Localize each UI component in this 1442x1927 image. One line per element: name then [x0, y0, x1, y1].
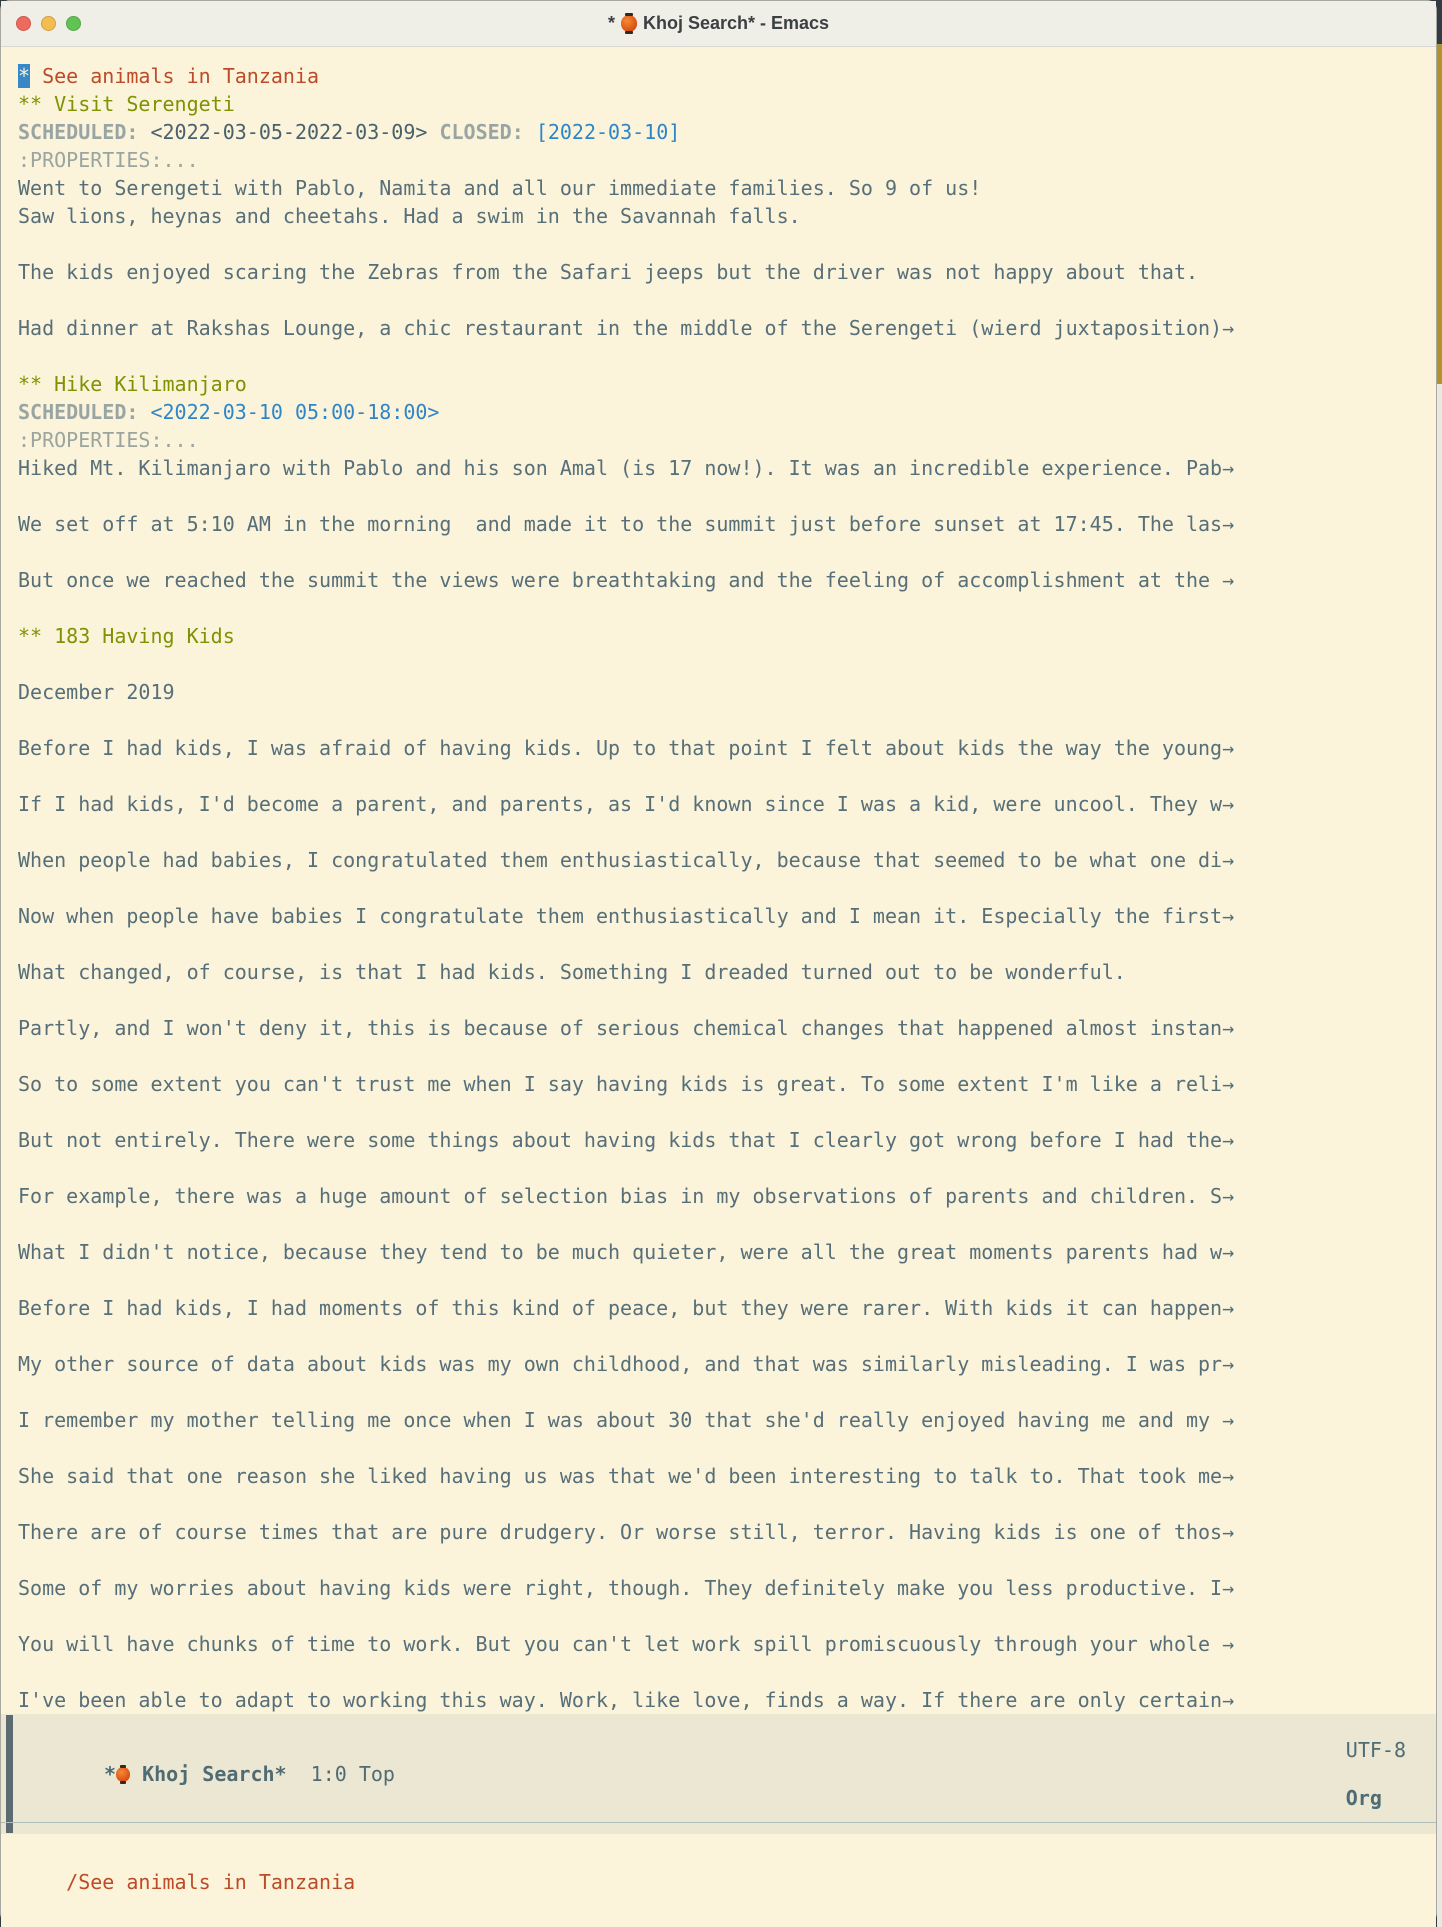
buffer-line[interactable] [18, 1210, 1436, 1238]
text-segment: I remember my mother telling me once when I was about 30 that she'd really enjoyed having me and my [18, 1408, 1223, 1432]
text-cursor: * [18, 64, 31, 88]
lantern-icon [116, 1765, 130, 1784]
buffer-line[interactable] [18, 1686, 1436, 1714]
text-segment [138, 120, 150, 144]
background-window-pale-region [1437, 384, 1442, 1927]
minimize-button[interactable] [41, 16, 56, 31]
buffer-line[interactable] [18, 678, 1436, 706]
buffer-line[interactable] [18, 1098, 1436, 1126]
background-window-sliver [1437, 44, 1442, 1927]
buffer-line[interactable] [18, 258, 1436, 286]
text-segment: See animals in Tanzania [30, 64, 320, 88]
buffer-line[interactable] [18, 1126, 1436, 1154]
buffer-line[interactable] [18, 1070, 1436, 1098]
line-truncation-arrow-icon: → [1222, 1184, 1235, 1208]
text-segment: Saw lions, heynas and cheetahs. Had a swim in the Savannah falls. [18, 204, 801, 228]
line-truncation-arrow-icon: → [1222, 1408, 1235, 1432]
modeline-major-mode[interactable]: Org [1345, 1786, 1382, 1810]
buffer-line[interactable] [18, 790, 1436, 818]
buffer-line[interactable] [18, 286, 1436, 314]
line-truncation-arrow-icon: → [1222, 1520, 1235, 1544]
minibuffer-search-text: /See animals in Tanzania [66, 1870, 356, 1894]
buffer-line[interactable] [18, 118, 1436, 146]
buffer-line[interactable] [18, 314, 1436, 342]
window-title [1, 13, 1436, 34]
text-segment [427, 120, 439, 144]
buffer-line[interactable] [18, 986, 1436, 1014]
text-segment: Now when people have babies I congratulate them enthusiastically and I mean it. Especially the first [18, 904, 1223, 928]
close-button[interactable] [16, 16, 31, 31]
buffer-line[interactable] [18, 1014, 1436, 1042]
text-segment: We set off at 5:10 AM in the morning and made it to the summit just before sunset at 17:45. The las [18, 512, 1223, 536]
buffer-line[interactable] [18, 1042, 1436, 1070]
buffer-line[interactable] [18, 566, 1436, 594]
line-truncation-arrow-icon: → [1222, 1240, 1235, 1264]
modeline-spacer [1346, 1762, 1370, 1786]
text-segment: What changed, of course, is that I had kids. Something I dreaded turned out to be wonderful. [18, 960, 1126, 984]
text-segment: What I didn't notice, because they tend to be much quieter, were all the great moments parents had w [18, 1240, 1223, 1264]
text-segment: December 2019 [18, 680, 175, 704]
org-headline-2[interactable] [18, 370, 1436, 398]
buffer-line[interactable] [18, 1266, 1436, 1294]
buffer-line[interactable] [18, 1350, 1436, 1378]
text-segment: ** 183 Having Kids [18, 624, 235, 648]
buffer-line[interactable] [18, 454, 1436, 482]
buffer-line[interactable] [18, 1406, 1436, 1434]
buffer-line[interactable] [18, 650, 1436, 678]
buffer-line[interactable] [18, 1154, 1436, 1182]
line-truncation-arrow-icon: → [1222, 1632, 1235, 1656]
text-segment: Some of my worries about having kids were right, though. They definitely make you less productive. I [18, 1576, 1223, 1600]
modeline-buffer-name: Khoj Search* [130, 1762, 287, 1786]
text-segment: Hiked Mt. Kilimanjaro with Pablo and his son Amal (is 17 now!). It was an incredible experience. Pab [18, 456, 1223, 480]
buffer-line[interactable] [18, 1602, 1436, 1630]
buffer-line[interactable] [18, 1490, 1436, 1518]
buffer-line[interactable] [18, 1434, 1436, 1462]
buffer-line[interactable] [18, 818, 1436, 846]
buffer-line[interactable] [18, 874, 1436, 902]
text-segment: <2022-03-10 05:00-18:00> [150, 400, 440, 424]
buffer-line[interactable] [18, 202, 1436, 230]
buffer-line[interactable] [18, 398, 1436, 426]
line-truncation-arrow-icon: → [1222, 848, 1235, 872]
traffic-lights [16, 1, 81, 46]
buffer-line[interactable] [18, 1630, 1436, 1658]
buffer-line[interactable] [18, 146, 1436, 174]
text-segment: For example, there was a huge amount of selection bias in my observations of parents and children. S [18, 1184, 1223, 1208]
text-segment: The kids enjoyed scaring the Zebras from the Safari jeeps but the driver was not happy about that. [18, 260, 1199, 284]
org-buffer-text-area[interactable] [1, 47, 1436, 1714]
text-segment: Had dinner at Rakshas Lounge, a chic restaurant in the middle of the Serengeti (wierd juxtaposition) [18, 316, 1223, 340]
lantern-icon [621, 13, 637, 34]
text-segment: SCHEDULED: [18, 400, 139, 424]
buffer-line[interactable] [18, 902, 1436, 930]
buffer-line[interactable] [18, 230, 1436, 258]
buffer-line[interactable] [18, 1378, 1436, 1406]
text-segment: So to some extent you can't trust me when I say having kids is great. To some extent I'm like a reli [18, 1072, 1223, 1096]
background-window-gold-region [1437, 44, 1442, 384]
buffer-line[interactable] [18, 1182, 1436, 1210]
text-segment: SCHEDULED: [18, 120, 139, 144]
text-segment: When people had babies, I congratulated them enthusiastically, because that seemed to be what one di [18, 848, 1223, 872]
text-segment: I've been able to adapt to working this way. Work, like love, finds a way. If there are only certain [18, 1688, 1223, 1712]
title-bar[interactable] [1, 1, 1436, 47]
modeline-buffer-info [1, 1762, 395, 1786]
buffer-line[interactable] [18, 594, 1436, 622]
modeline-buffer-star: * [104, 1762, 117, 1786]
zoom-button[interactable] [66, 16, 81, 31]
buffer-line[interactable] [18, 538, 1436, 566]
org-headline-2[interactable] [18, 90, 1436, 118]
buffer-line[interactable] [18, 1546, 1436, 1574]
title-star: * [607, 13, 615, 33]
minibuffer-input[interactable] [1, 1834, 1436, 1927]
buffer-line[interactable] [18, 734, 1436, 762]
line-truncation-arrow-icon: → [1222, 904, 1235, 928]
line-truncation-arrow-icon: → [1222, 512, 1235, 536]
text-segment: ** Hike Kilimanjaro [18, 372, 247, 396]
text-segment: But once we reached the summit the views were breathtaking and the feeling of accomplishment at the [18, 568, 1223, 592]
title-text: Khoj Search* - Emacs [642, 13, 830, 33]
buffer-line[interactable] [18, 1658, 1436, 1686]
text-segment: There are of course times that are pure drudgery. Or worse still, terror. Having kids is one of thos [18, 1520, 1223, 1544]
line-truncation-arrow-icon: → [1222, 1464, 1235, 1488]
text-segment: [2022-03-10] [535, 120, 681, 144]
text-segment: You will have chunks of time to work. But you can't let work spill promiscuously through your whole [18, 1632, 1223, 1656]
line-truncation-arrow-icon: → [1222, 1296, 1235, 1320]
line-truncation-arrow-icon: → [1222, 1352, 1235, 1376]
modeline-encoding: UTF-8 [1345, 1738, 1406, 1762]
line-truncation-arrow-icon: → [1222, 316, 1235, 340]
buffer-line[interactable] [18, 1518, 1436, 1546]
buffer-line[interactable] [18, 1462, 1436, 1490]
line-truncation-arrow-icon: → [1222, 568, 1235, 592]
line-truncation-arrow-icon: → [1222, 1128, 1235, 1152]
text-segment: Partly, and I won't deny it, this is because of serious chemical changes that happened almost instan [18, 1016, 1223, 1040]
buffer-line[interactable] [18, 1294, 1436, 1322]
text-segment: If I had kids, I'd become a parent, and parents, as I'd known since I was a kid, were uncool. They w [18, 792, 1223, 816]
buffer-line[interactable] [18, 482, 1436, 510]
text-segment: Before I had kids, I had moments of this kind of peace, but they were rarer. With kids it can happen [18, 1296, 1223, 1320]
line-truncation-arrow-icon: → [1222, 1576, 1235, 1600]
text-segment [524, 120, 536, 144]
mode-line[interactable] [1, 1714, 1436, 1834]
modeline-underline [1, 1822, 1436, 1823]
line-truncation-arrow-icon: → [1222, 736, 1235, 760]
buffer-line[interactable] [18, 342, 1436, 370]
text-segment: :PROPERTIES:... [18, 428, 199, 452]
text-segment [138, 400, 150, 424]
buffer-line[interactable] [18, 846, 1436, 874]
buffer-line[interactable] [18, 426, 1436, 454]
line-truncation-arrow-icon: → [1222, 1688, 1235, 1712]
buffer-line[interactable] [18, 1238, 1436, 1266]
text-segment: <2022-03-05-2022-03-09> [150, 120, 428, 144]
modeline-right-info [1274, 1714, 1436, 1834]
line-truncation-arrow-icon: → [1222, 1072, 1235, 1096]
line-truncation-arrow-icon: → [1222, 1016, 1235, 1040]
text-segment: Before I had kids, I was afraid of having kids. Up to that point I felt about kids the way the young [18, 736, 1223, 760]
text-segment: She said that one reason she liked having us was that we'd been interesting to talk to. That took me [18, 1464, 1223, 1488]
org-headline-2[interactable] [18, 622, 1436, 650]
text-segment: Went to Serengeti with Pablo, Namita and all our immediate families. So 9 of us! [18, 176, 982, 200]
text-segment: ** Visit Serengeti [18, 92, 235, 116]
buffer-line[interactable] [18, 762, 1436, 790]
line-truncation-arrow-icon: → [1222, 456, 1235, 480]
text-segment: My other source of data about kids was my own childhood, and that was similarly misleading. I was pr [18, 1352, 1223, 1376]
buffer-line[interactable] [18, 930, 1436, 958]
modeline-cursor-position: 1:0 Top [286, 1762, 395, 1786]
text-segment: CLOSED: [439, 120, 524, 144]
buffer-line[interactable] [18, 62, 1436, 90]
text-segment: :PROPERTIES:... [18, 148, 199, 172]
buffer-line[interactable] [18, 706, 1436, 734]
buffer-line[interactable] [18, 1574, 1436, 1602]
line-truncation-arrow-icon: → [1222, 792, 1235, 816]
buffer-line[interactable] [18, 1322, 1436, 1350]
buffer-line[interactable] [18, 958, 1436, 986]
text-segment: But not entirely. There were some things about having kids that I clearly got wrong before I had the [18, 1128, 1223, 1152]
buffer-line[interactable] [18, 174, 1436, 202]
buffer-line[interactable] [18, 510, 1436, 538]
